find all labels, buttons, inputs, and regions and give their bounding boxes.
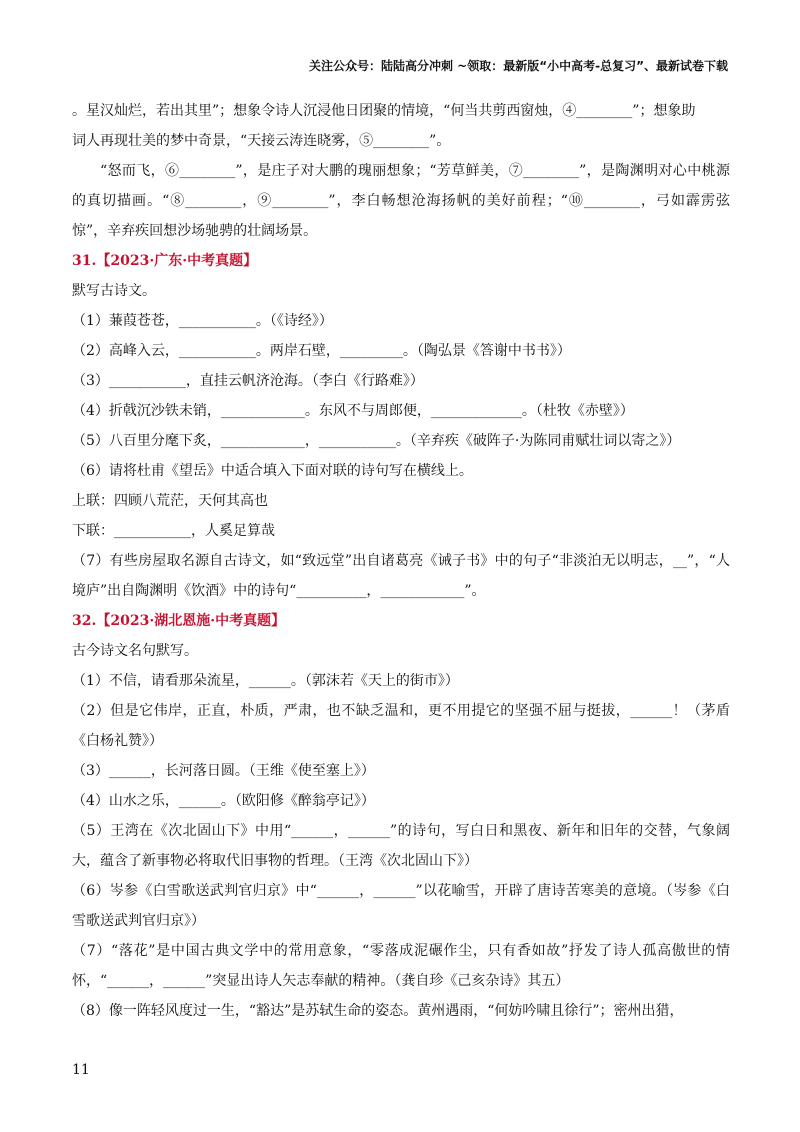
question-32-item-2: （2）但是它伟岸，正直，朴质，严肃，也不缺乏温和，更不用提它的坚强不屈与挺拔，______！（茅盾《白杨礼赞》） — [72, 703, 730, 749]
question-32-item-4: （4）山水之乐，______。（欧阳修《醉翁亭记》） — [72, 793, 375, 809]
question-31-item: （2）高峰入云，___________。两岸石壁，_________。（陶弘景《答谢中书书》） — [72, 343, 571, 359]
page-content — [72, 96, 730, 1026]
couplet-lower: 下联：___________，人奚足算哉 — [72, 523, 275, 539]
intro-line-2: 词人再现壮美的梦中奇景，“天接云涛连晓雾，⑤________”。 — [72, 133, 451, 149]
question-32-item-3: （3）______，长河落日圆。（王维《使至塞上》） — [72, 763, 375, 779]
page-header: 关注公众号：陆陆高分冲刺 ~领取：最新版“小中高考-总复习”、最新试卷下载 — [309, 59, 728, 73]
question-32-instruction: 古今诗文名句默写。 — [72, 643, 198, 659]
question-31-item: （4）折戟沉沙铁未销，____________。东风不与周郎便，_____________。（杜牧《赤壁》） — [72, 403, 634, 419]
intro-line-1: 。星汉灿烂，若出其里”；想象令诗人沉浸他日团聚的情境，“何当共剪西窗烛，④________”；想象助 — [72, 103, 696, 119]
question-31-item: （6）请将杜甫《望岳》中适合填入下面对联的诗句写在横线上。 — [72, 463, 473, 479]
question-31-item-7: （7）有些房屋取名源自古诗文，如“致远堂”出自诸葛亮《诫子书》中的句子“非淡泊无以明志，__”，“人境庐”出自陶渊明《饮酒》中的诗句“__________，____________”。 — [72, 553, 730, 599]
question-31-item: （3）___________，直挂云帆济沧海。（李白《行路难》） — [72, 373, 424, 389]
question-32-item-1: （1）不信，请看那朵流星，______。（郭沫若《天上的街市》） — [72, 673, 459, 689]
intro-paragraph-2: “怒而飞，⑥________”，是庄子对大鹏的瑰丽想象；“芳草鲜美，⑦________”，是陶渊明对心中桃源的真切描画。“⑧________，⑨________”，李白畅想沧海扬帆的美好前程；“⑩________，弓如霹雳弦惊”，辛弃疾回想沙场驰骋的壮阔场景。 — [72, 163, 730, 239]
question-31-instruction: 默写古诗文。 — [72, 283, 156, 299]
page-number: 11 — [72, 1062, 90, 1078]
question-32-item-7: （7）“落花”是中国古典文学中的常用意象，“零落成泥碾作尘，只有香如故”抒发了诗人孤高傲世的情怀，“______，______”突显出诗人矢志奉献的精神。（龚自珍《己亥杂诗》其五） — [72, 943, 730, 989]
question-31-item: （1）蒹葭苍苍，___________。（《诗经》） — [72, 313, 333, 329]
question-32-item-5: （5）王湾在《次北固山下》中用“______，______”的诗句，写白日和黑夜、新年和旧年的交替，气象阔大，蕴含了新事物必将取代旧事物的哲理。（王湾《次北固山下》） — [72, 823, 730, 869]
question-31-item: （5）八百里分麾下炙，____________，___________。（辛弃疾《破阵子·为陈同甫赋壮词以寄之》） — [72, 433, 681, 449]
question-32-item-6: （6）岑参《白雪歌送武判官归京》中“______，______”以花喻雪，开辟了唐诗苦寒美的意境。（岑参《白雪歌送武判官归京》） — [72, 883, 730, 929]
question-31-title: 31.【2023·广东·中考真题】 — [72, 253, 258, 269]
couplet-upper: 上联：四顾八荒茫，天何其高也 — [72, 493, 268, 509]
question-32-item-8: （8）像一阵轻风度过一生，“豁达”是苏轼生命的姿态。黄州遇雨，“何妨吟啸且徐行”；密州出猎， — [72, 1003, 684, 1019]
question-32-title: 32.【2023·湖北恩施·中考真题】 — [72, 613, 286, 629]
